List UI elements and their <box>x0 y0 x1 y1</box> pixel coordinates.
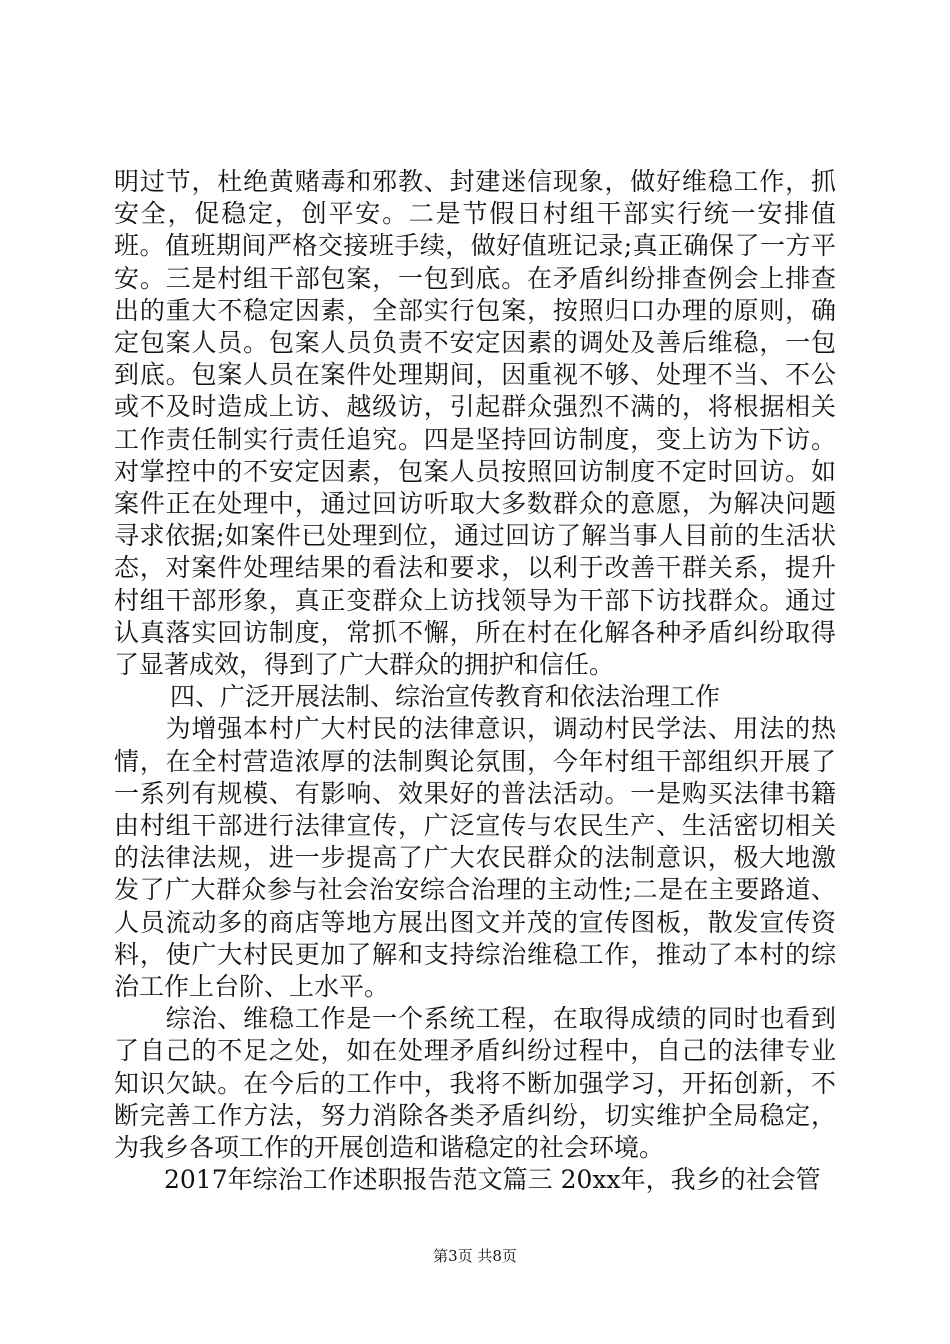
document-body <box>114 166 836 1197</box>
paragraph-4: 2017年综治工作述职报告范文篇三 20xx年，我乡的社会管 <box>114 1165 821 1195</box>
section-heading: 四、广泛开展法制、综治宣传教育和依法治理工作 <box>170 682 721 712</box>
paragraph-3: 综治、维稳工作是一个系统工程，在取得成绩的同时也看到了自己的不足之处，如在处理矛盾纠纷过程中，自己的法律专业知识欠缺。在今后的工作中，我将不断加强学习，开拓创新，不断完善工作方法，努力消除各类矛盾纠纷，切实维护全局稳定，为我乡各项工作的开展创造和谐稳定的社会环境。 <box>114 1004 836 1163</box>
paragraph-1: 明过节，杜绝黄赌毒和邪教、封建迷信现象，做好维稳工作，抓安全，促稳定，创平安。二是节假日村组干部实行统一安排值班。值班期间严格交接班手续，做好值班记录;真正确保了一方平安。三是村组干部包案，一包到底。在矛盾纠纷排查例会上排查出的重大不稳定因素，全部实行包案，按照归口办理的原则，确定包案人员。包案人员负责不安定因素的调处及善后维稳，一包到底。包案人员在案件处理期间，因重视不够、处理不当、不公或不及时造成上访、越级访，引起群众强烈不满的，将根据相关工作责任制实行责任追究。四是坚持回访制度，变上访为下访。对掌控中的不安定因素，包案人员按照回访制度不定时回访。如案件正在处理中，通过回访听取大多数群众的意愿，为解决问题寻求依据;如案件已处理到位，通过回访了解当事人目前的生活状态，对案件处理结果的看法和要求，以利于改善干群关系，提升村组干部形象，真正变群众上访找领导为干部下访找群众。通过认真落实回访制度，常抓不懈，所在村在化解各种矛盾纠纷取得了显著成效，得到了广大群众的拥护和信任。 <box>114 167 836 680</box>
paragraph-2: 为增强本村广大村民的法律意识，调动村民学法、用法的热情，在全村营造浓厚的法制舆论氛围，今年村组干部组织开展了一系列有规模、有影响、效果好的普法活动。一是购买法律书籍由村组干部进行法律宣传，广泛宣传与农民生产、生活密切相关的法律法规，进一步提高了广大农民群众的法制意识，极大地激发了广大群众参与社会治安综合治理的主动性;二是在主要路道、人员流动多的商店等地方展出图文并茂的宣传图板，散发宣传资料，使广大村民更加了解和支持综治维稳工作，推动了本村的综治工作上台阶、上水平。 <box>114 714 836 1002</box>
page-number-footer: 第3页 共8页 <box>433 1247 517 1265</box>
